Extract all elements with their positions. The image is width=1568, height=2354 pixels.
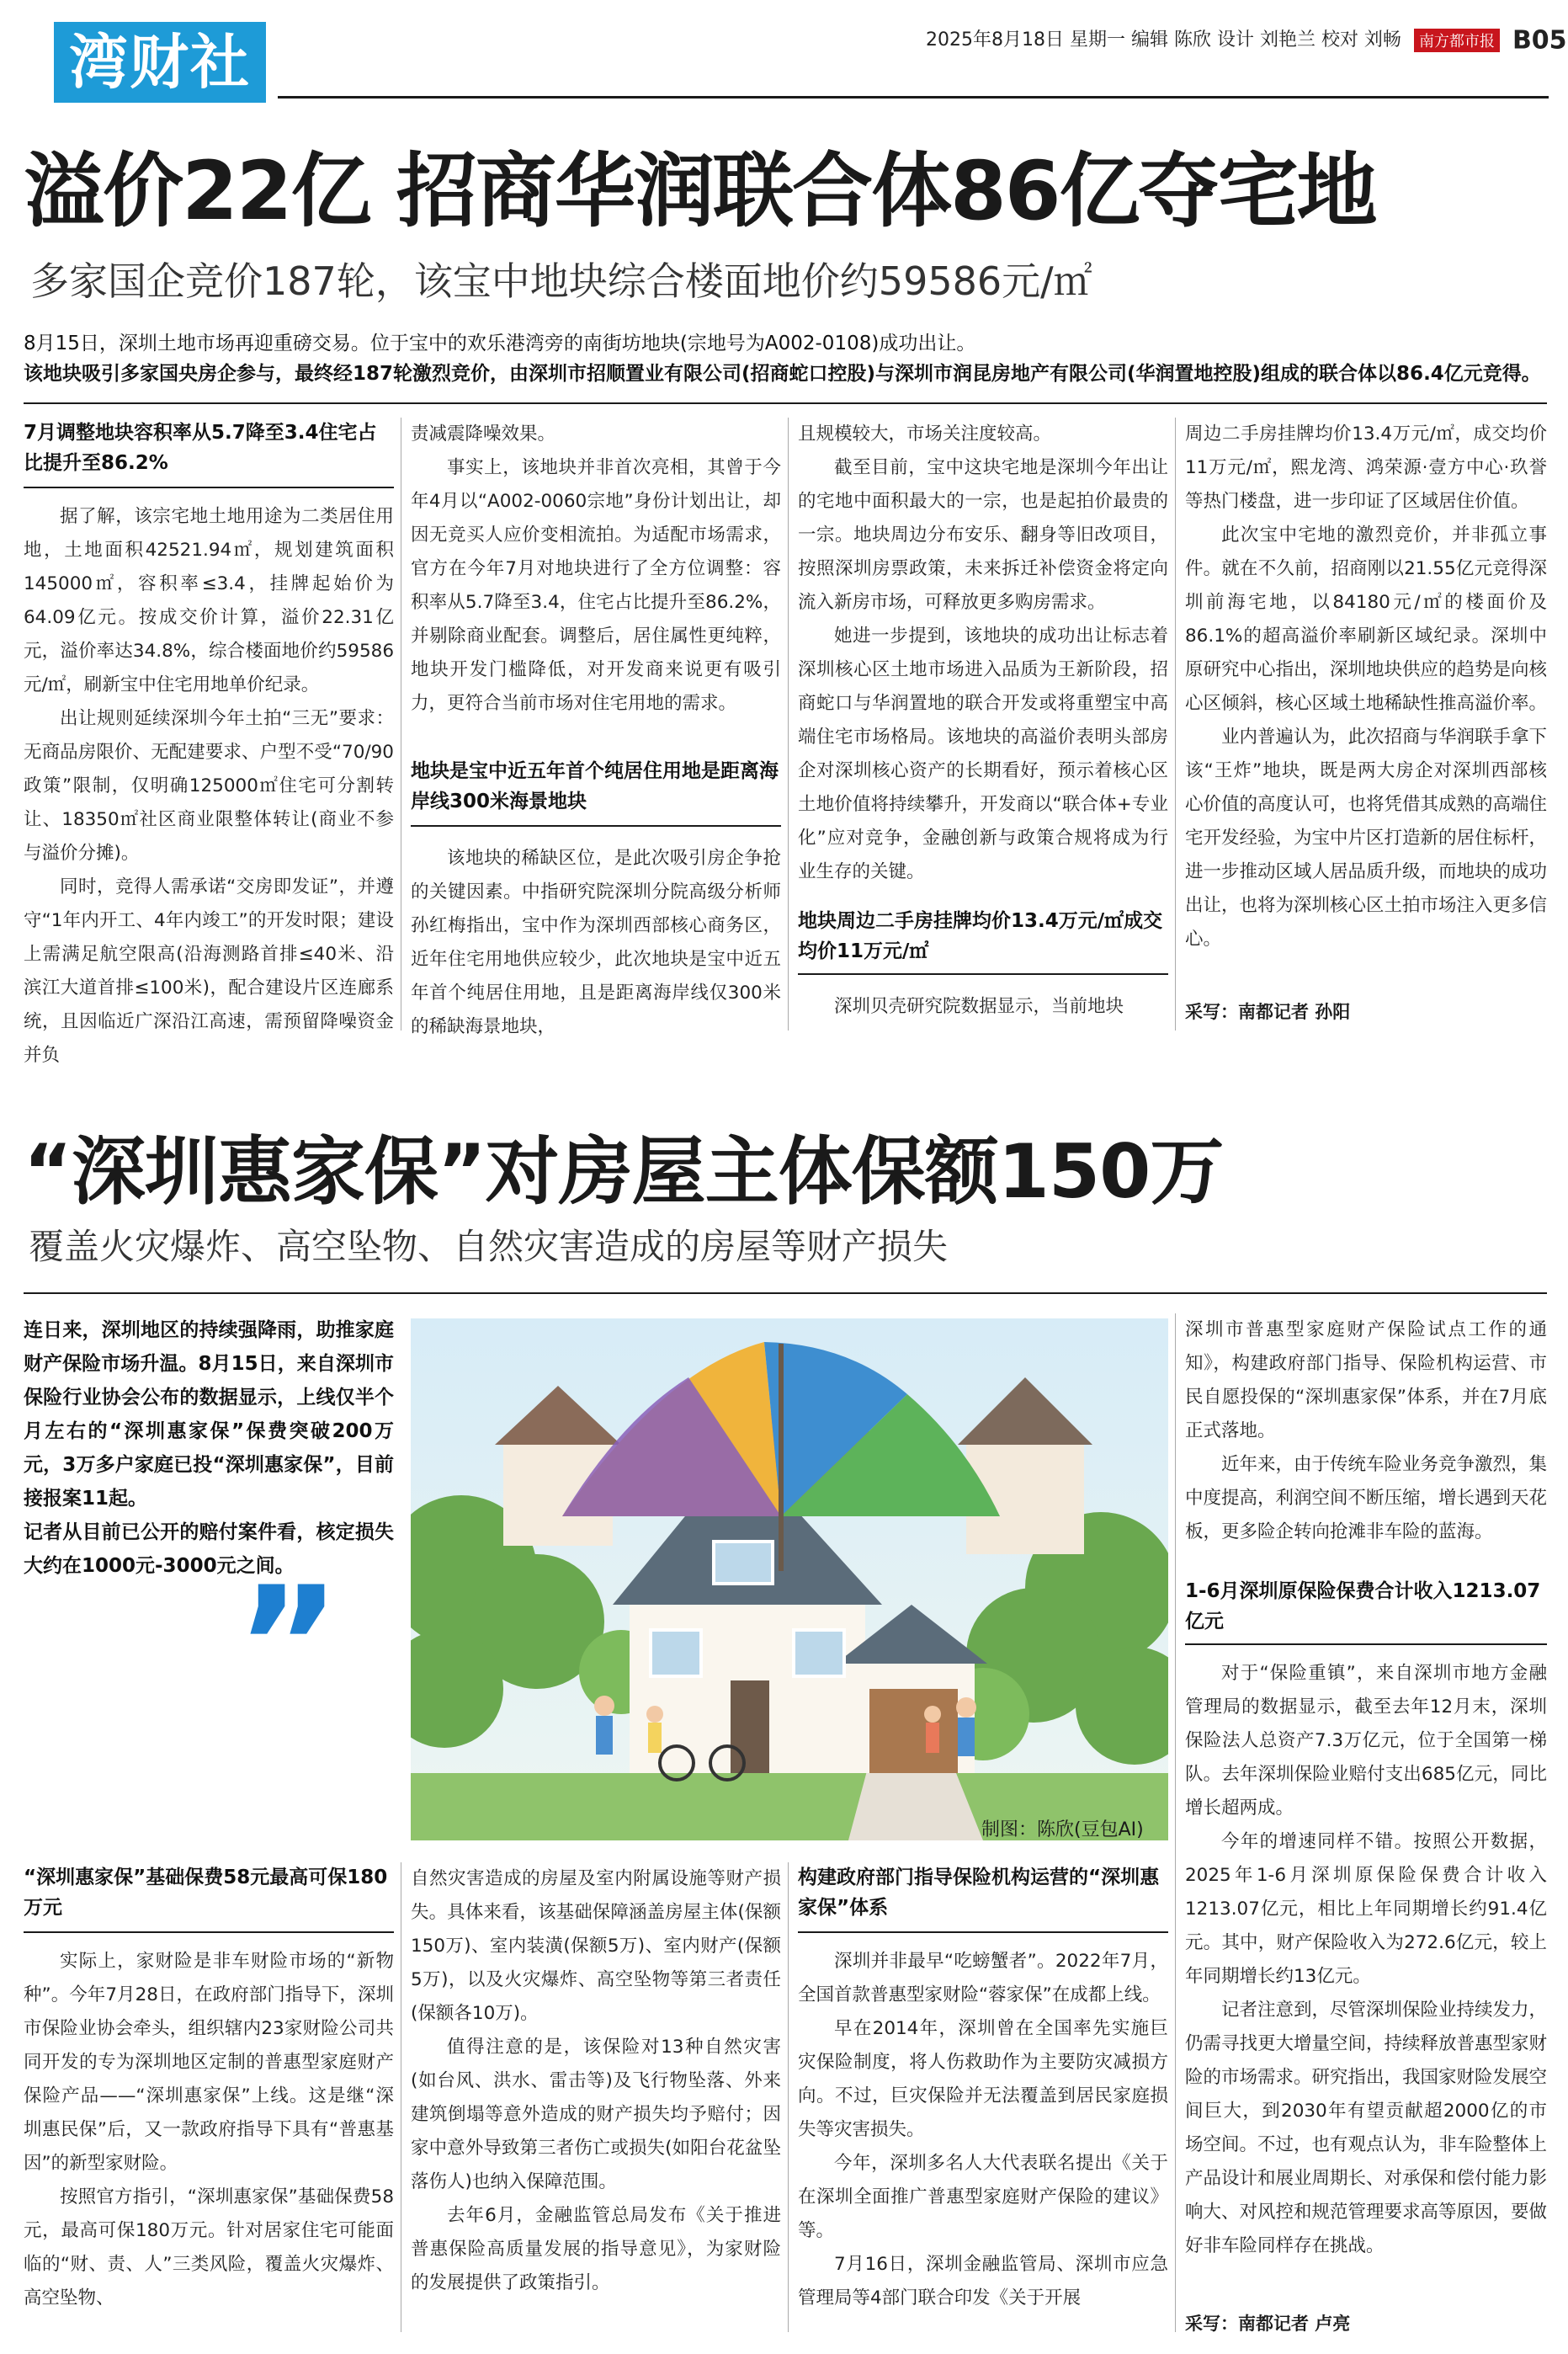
intro-paragraph: 连日来，深圳地区的持续强降雨，助推家庭财产保险市场升温。8月15日，来自深圳市保险行业协会公布的数据显示，上线仅半个月左右的“深圳惠家保”保费突破200万元，3万多户家庭已投“深圳惠家保”，目前接报案11起。 [24, 1319, 394, 1510]
paragraph: 今年，深圳多名人大代表联名提出《关于在深圳全面推广普惠型家庭财产保险的建议》等。 [798, 2153, 1168, 2241]
paragraph: 近年来，由于传统车险业务竞争激烈，集中度提高，利润空间不断压缩，增长遇到天花板，更多险企转向抢滩非车险的蓝海。 [1185, 1454, 1548, 1542]
paragraph: 该地块的稀缺区位，是此次吸引房企争抢的关键因素。中指研究院深圳分院高级分析师孙红梅指出，宝中作为深圳西部核心商务区，近年住宅用地供应较少，此次地块是宝中近五年首个纯居住用地，且是距离海岸线仅300米的稀缺海景地块， [411, 848, 781, 1037]
section-rule [24, 1931, 394, 1933]
paper-logo: 南方都市报 [1414, 29, 1500, 52]
subheadline-1: 多家国企竞价187轮，该宝中地块综合楼面地价约59586元/㎡ [30, 258, 1092, 304]
column-3 [798, 418, 1168, 889]
page-number: B05 [1512, 25, 1567, 56]
paragraph: 自然灾害造成的房屋及室内附属设施等财产损失。具体来看，该基础保障涵盖房屋主体(保额150万)、室内装潢(保额5万)、室内财产(保额5万)，以及火灾爆炸、高空坠物等第三者责任(保额各10万)。 [411, 1868, 781, 2024]
page-meta [926, 25, 1567, 56]
column-separator [788, 1862, 789, 2332]
header-rule [278, 96, 1549, 99]
paragraph: 深圳并非最早“吃螃蟹者”。2022年7月，全国首款普惠型家财险“蓉家保”在成都上线。 [798, 1951, 1168, 2005]
paragraph: 早在2014年，深圳曾在全国率先实施巨灾保险制度，将人伤救助作为主要防灾减损方向。不过，巨灾保险并无法覆盖到居民家庭损失等灾害损失。 [798, 2018, 1168, 2140]
column-3b [798, 990, 1168, 1024]
paragraph: 责减震降噪效果。 [411, 423, 556, 445]
section-divider [24, 1292, 1547, 1294]
section-rule [24, 487, 394, 488]
paragraph: 对于“保险重镇”，来自深圳市地方金融管理局的数据显示，截至去年12月末，深圳保险法人总资产7.3万亿元，位于全国第一梯队。去年深圳保险业赔付支出685亿元，同比增长超两成。 [1185, 1663, 1547, 1819]
article-2-intro [24, 1313, 394, 1583]
section-head-2: 地块是宝中近五年首个纯居住用地是距离海岸线300米海景地块 [411, 760, 779, 812]
section-head-5: “深圳惠家保”基础保费58元最高可保180万元 [24, 1867, 388, 1919]
column-brand: 湾财社 [54, 22, 266, 103]
column-1 [24, 500, 394, 1073]
paragraph: 深圳贝壳研究院数据显示，当前地块 [834, 996, 1124, 1017]
paragraph: 截至目前，宝中这块宅地是深圳今年出让的宅地中面积最大的一宗，也是起拍价最贵的一宗。地块周边分布安乐、翻身等旧改项目，按照深圳房票政策，未来拆迁补偿资金将定向流入新房市场，可释放更多购房需求。 [798, 457, 1168, 613]
paragraph: 按照官方指引，“深圳惠家保”基础保费58元，最高可保180万元。针对居家住宅可能面临的“财、责、人”三类风险，覆盖火灾爆炸、高空坠物、 [24, 2186, 394, 2309]
house-umbrella-illustration [411, 1318, 1168, 1840]
article-2-col-2 [411, 1862, 781, 2300]
article-2-right-column [1185, 1313, 1547, 1549]
headline-2: “深圳惠家保”对房屋主体保额150万 [24, 1128, 1224, 1215]
paragraph: 周边二手房挂牌均价13.4万元/㎡，成交均价11万元/㎡，熙龙湾、鸿荣源·壹方中心·玖誉等热门楼盘，进一步印证了区域居住价值。 [1185, 423, 1547, 512]
issue-info: 2025年8月18日 星期一 编辑 陈欣 设计 刘艳兰 校对 刘畅 [926, 29, 1401, 51]
paragraph: 她进一步提到，该地块的成功出让标志着深圳核心区土地市场进入品质为王新阶段，招商蛇口与华润置地的联合开发或将重塑宝中高端住宅市场格局。该地块的高溢价表明头部房企对深圳核心资产的长期看好，预示着核心区土地价值将持续攀升，开发商以“联合体+专业化”应对竞争，金融创新与政策合规将成为行业生存的关键。 [798, 626, 1168, 882]
paragraph: 据了解，该宗宅地土地用途为二类居住用地，土地面积42521.94㎡，规划建筑面积145000㎡，容积率≤3.4，挂牌起始价为64.09亿元。按成交价计算，溢价22.31亿元，溢价率达34.8%，综合楼面地价约59586元/㎡，刷新宝中住宅用地单价纪录。 [24, 506, 394, 695]
paragraph: 值得注意的是，该保险对13种自然灾害(如台风、洪水、雷击等)及飞行物坠落、外来建筑倒塌等意外造成的财产损失均予赔付；因家中意外导致第三者伤亡或损失(如阳台花盆坠落伤人)也纳入保障范围。 [411, 2037, 781, 2192]
subheadline-2: 覆盖火灾爆炸、高空坠物、自然灾害造成的房屋等财产损失 [29, 1226, 949, 1267]
paragraph: 深圳市普惠型家庭财产保险试点工作的通知》，构建政府部门指导、保险机构运营、市民自愿投保的“深圳惠家保”体系，并在7月底正式落地。 [1185, 1319, 1547, 1441]
paragraph: 今年的增速同样不错。按照公开数据，2025年1-6月深圳原保险保费合计收入1213.07亿元，相比上年同期增长约91.4亿元。其中，财产保险收入为272.6亿元，较上年同期增长约13亿元。 [1185, 1831, 1547, 1987]
section-head-4: 1-6月深圳原保险保费合计收入1213.07亿元 [1185, 1580, 1541, 1632]
lead-paragraph-1: 8月15日，深圳土地市场再迎重磅交易。位于宝中的欢乐港湾旁的南街坊地块(宗地号为A002-0108)成功出让。 [24, 333, 976, 354]
paragraph: 记者注意到，尽管深圳保险业持续发力，仍需寻找更大增量空间，持续释放普惠型家财险的市场需求。研究指出，我国家财险发展空间巨大，到2030年有望贡献超2000亿的市场空间。不过，也有观点认为，非车险整体上产品设计和展业周期长、对承保和偿付能力影响大、对风控和规范管理要求高等原因，要做好非车险同样存在挑战。 [1185, 2000, 1548, 2256]
section-head-1: 7月调整地块容积率从5.7降至3.4住宅占比提升至86.2% [24, 422, 377, 474]
photo-credit: 制图：陈欣(豆包AI) [981, 1819, 1144, 1840]
section-rule [411, 825, 781, 827]
paragraph: 事实上，该地块并非首次亮相，其曾于今年4月以“A002-0060宗地”身份计划出让，却因无竞买人应价变相流拍。为适配市场需求，官方在今年7月对地块进行了全方位调整：容积率从5.7降至3.4，住宅占比提升至86.2%，并剔除商业配套。调整后，居住属性更纯粹，地块开发门槛降低，对开发商来说更有吸引力，更符合当前市场对住宅用地的需求。 [411, 457, 781, 714]
lead-paragraph-2: 该地块吸引多家国央房企参与，最终经187轮激烈竞价，由深圳市招顺置业有限公司(招商蛇口控股)与深圳市润昆房地产有限公司(华润置地控股)组成的联合体以86.4亿元竞得。 [24, 363, 1541, 385]
section-head-6: 构建政府部门指导保险机构运营的“深圳惠家保”体系 [798, 1867, 1160, 1919]
column-separator [788, 418, 789, 1031]
paragraph: 7月16日，深圳金融监管局、深圳市应急管理局等4部门联合印发《关于开展 [798, 2254, 1168, 2309]
column-4 [1185, 418, 1547, 956]
column-separator [1175, 418, 1176, 1031]
paragraph: 且规模较大，市场关注度较高。 [798, 423, 1052, 445]
paragraph: 此次宝中宅地的激烈竞价，并非孤立事件。就在不久前，招商刚以21.55亿元竞得深圳前海宅地，以84180元/㎡的楼面价及86.1%的超高溢价率刷新区域纪录。深圳中原研究中心指出，深圳地块供应的趋势是向核心区倾斜，核心区域土地稀缺性推高溢价率。 [1185, 525, 1548, 714]
byline-1: 采写：南都记者 孙阳 [1185, 1002, 1351, 1022]
column-2b [411, 842, 781, 1044]
intro-paragraph: 记者从目前已公开的赔付案件看，核定损失大约在1000元-3000元之间。 [24, 1521, 394, 1577]
article-2-col-3 [798, 1945, 1168, 2315]
paragraph: 出让规则延续深圳今年土拍“三无”要求：无商品房限价、无配建要求、户型不受“70/90政策”限制，仅明确125000㎡住宅可分割转让、18350㎡社区商业限整体转让(商业不参与溢价分摊)。 [24, 708, 394, 864]
byline-2: 采写：南都记者 卢亮 [1185, 2314, 1351, 2334]
lead-divider [24, 402, 1547, 404]
paragraph: 业内普遍认为，此次招商与华润联手拿下该“王炸”地块，既是两大房企对深圳西部核心价值的高度认可，也将凭借其成熟的高端住宅开发经验，为宝中片区打造新的居住标杆，进一步推动区域人居品质升级，而地块的成功出让，也将为深圳核心区土拍市场注入更多信心。 [1185, 727, 1548, 950]
quote-mark: ” [236, 1552, 341, 1739]
section-rule [1185, 1643, 1547, 1645]
section-rule [798, 973, 1168, 975]
section-rule [798, 1931, 1168, 1933]
article-2-col-1 [24, 1945, 394, 2315]
article-2-right-column-b [1185, 1657, 1547, 2263]
paragraph: 去年6月，金融监管总局发布《关于推进普惠保险高质量发展的指导意见》，为家财险的发展提供了政策指引。 [411, 2205, 781, 2293]
section-head-3: 地块周边二手房挂牌均价13.4万元/㎡成交均价11万元/㎡ [798, 910, 1163, 962]
column-2 [411, 418, 781, 721]
paragraph: 实际上，家财险是非车财险市场的“新物种”。今年7月28日，在政府部门指导下，深圳市保险业协会牵头，组织辖内23家财险公司共同开发的专为深圳地区定制的普惠型家庭财产保险产品——“深圳惠家保”上线。这是继“深圳惠民保”后，又一款政府指导下具有“普惠基因”的新型家财险。 [24, 1951, 394, 2174]
column-separator [1175, 1313, 1176, 2332]
paragraph: 同时，竞得人需承诺“交房即发证”，并遵守“1年内开工、4年内竣工”的开发时限；建设上需满足航空限高(沿海测路首排≤40米、沿滨江大道首排≤100米)，配合建设片区连廊系统，且因临近广深沿江高速，需预留降噪资金并负 [24, 876, 394, 1066]
headline-1: 溢价22亿 招商华润联合体86亿夺宅地 [24, 144, 1376, 238]
